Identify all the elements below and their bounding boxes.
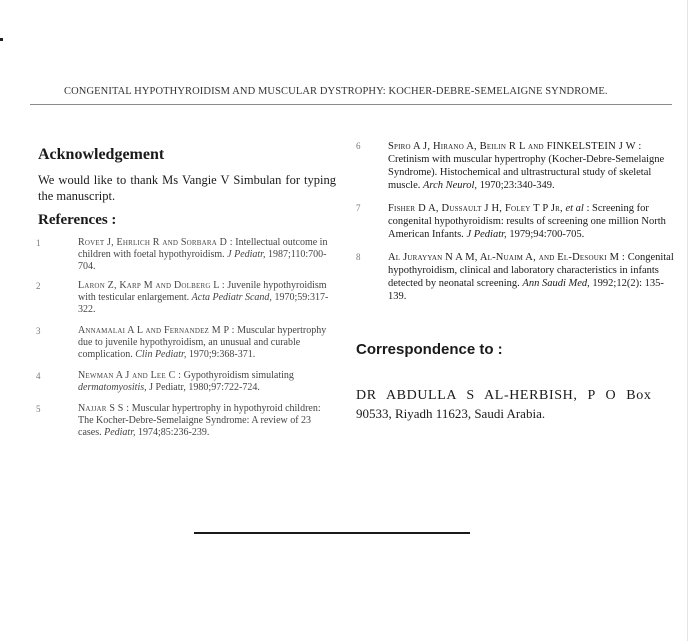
reference-et-al: et al xyxy=(565,203,584,214)
reference-journal: Acta Pediatr Scand, xyxy=(191,292,272,303)
reference-title: Intellectual outcome in children with foetal hypothyroidism. xyxy=(78,237,328,260)
reference-authors: Annamalai A L and Fernandez M P : xyxy=(78,325,235,336)
reference-number: 8 xyxy=(356,252,361,262)
footer-rule xyxy=(194,532,470,534)
running-header: CONGENITAL HYPOTHYROIDISM AND MUSCULAR DYSTROPHY: KOCHER-DEBRE-SEMELAIGNE SYNDROME. xyxy=(64,86,608,97)
acknowledgement-heading: Acknowledgement xyxy=(38,146,165,163)
reference-number: 5 xyxy=(36,404,41,414)
reference-citation: J Pediatr, 1980;97:722-724. xyxy=(149,382,260,393)
reference-title: : Screening for congenital hypothyroidism: results of screening one million North American Infants. xyxy=(388,203,666,240)
reference-item-6 xyxy=(356,140,676,192)
reference-citation: 1987;110:700-704. xyxy=(78,249,327,272)
reference-item-8 xyxy=(356,251,676,303)
reference-journal: J Pediatr, xyxy=(227,249,266,260)
reference-number: 4 xyxy=(36,371,41,381)
reference-title: Congenital hypothyroidism, clinical and laboratory characteristics in infants detected by neonatal screening. xyxy=(388,252,674,289)
reference-authors: Najjar S S : xyxy=(78,403,130,414)
reference-citation: 1992;12(2): 135-139. xyxy=(388,278,664,302)
right-column xyxy=(356,140,676,422)
left-column xyxy=(36,146,336,439)
correspondence-heading: Correspondence to : xyxy=(356,341,503,358)
page-edge xyxy=(687,0,688,641)
reference-authors: Al Jurayyan N A M, Al-Nuaim A, and El-Desouki M : xyxy=(388,252,626,263)
reference-journal: Ann Saudi Med, xyxy=(522,278,590,289)
reference-citation: 1970;9:368-371. xyxy=(188,349,256,360)
reference-title: Cretinism with muscular hypertrophy (Kocher-Debre-Semelaigne Syndrome). Histochemical and ultrastructural study of skeletal muscle. xyxy=(388,154,665,191)
reference-number: 7 xyxy=(356,203,361,213)
reference-item-1 xyxy=(36,237,336,273)
reference-journal: J Pediatr, xyxy=(466,229,507,240)
reference-authors: Spiro A J, Hirano A, Beilin R L and FINKELSTEIN J W : xyxy=(388,141,642,152)
reference-item-7 xyxy=(356,202,676,241)
reference-number: 3 xyxy=(36,326,41,336)
reference-authors: Rovet J, Ehrlich R and Sorbara D : xyxy=(78,237,233,248)
reference-journal: Clin Pediatr, xyxy=(135,349,187,360)
reference-item-3 xyxy=(36,325,336,361)
reference-title: Muscular hypertrophy in hypothyroid children: The Kocher-Debre-Semelaigne Syndrome: A review of 23 cases. xyxy=(78,403,321,438)
references-heading: References : xyxy=(38,212,117,228)
reference-title: Muscular hypertrophy due to juvenile hypothyroidism, an unusual and curable complication. xyxy=(78,325,327,360)
header-rule xyxy=(30,104,672,105)
reference-authors: Newman A J and Lee C : xyxy=(78,370,182,381)
reference-citation: 1974;85:236-239. xyxy=(138,427,210,438)
reference-title: Gypothyroidism simulating xyxy=(183,370,294,381)
reference-citation: 1970;59:317-322. xyxy=(78,292,329,315)
reference-citation: 1970;23:340-349. xyxy=(479,180,555,191)
reference-item-2 xyxy=(36,280,336,316)
reference-journal: Arch Neurol, xyxy=(423,180,478,191)
reference-item-5 xyxy=(36,403,336,439)
acknowledgement-text: We would like to thank Ms Vangie V Simbulan for typing the manuscript. xyxy=(38,173,336,203)
reference-number: 1 xyxy=(36,238,41,248)
reference-authors: Fisher D A, Dussault J H, Foley T P Jr, xyxy=(388,203,563,214)
reference-title: Juvenile hypothyroidism with testicular enlargement. xyxy=(78,280,327,303)
correspondence-address-line-1: DR ABDULLA S AL-HERBISH, P O Box xyxy=(356,388,652,403)
reference-number: 6 xyxy=(356,141,361,151)
reference-citation: 1979;94:700-705. xyxy=(509,229,585,240)
reference-journal: dermatomyositis, xyxy=(78,382,147,393)
reference-authors: Laron Z, Karp M and Dolberg L : xyxy=(78,280,225,291)
reference-journal: Pediatr, xyxy=(104,427,136,438)
scan-mark xyxy=(0,38,3,41)
reference-number: 2 xyxy=(36,281,41,291)
reference-item-4 xyxy=(36,370,336,394)
correspondence-address-line-2: 90533, Riyadh 11623, Saudi Arabia. xyxy=(356,406,546,421)
